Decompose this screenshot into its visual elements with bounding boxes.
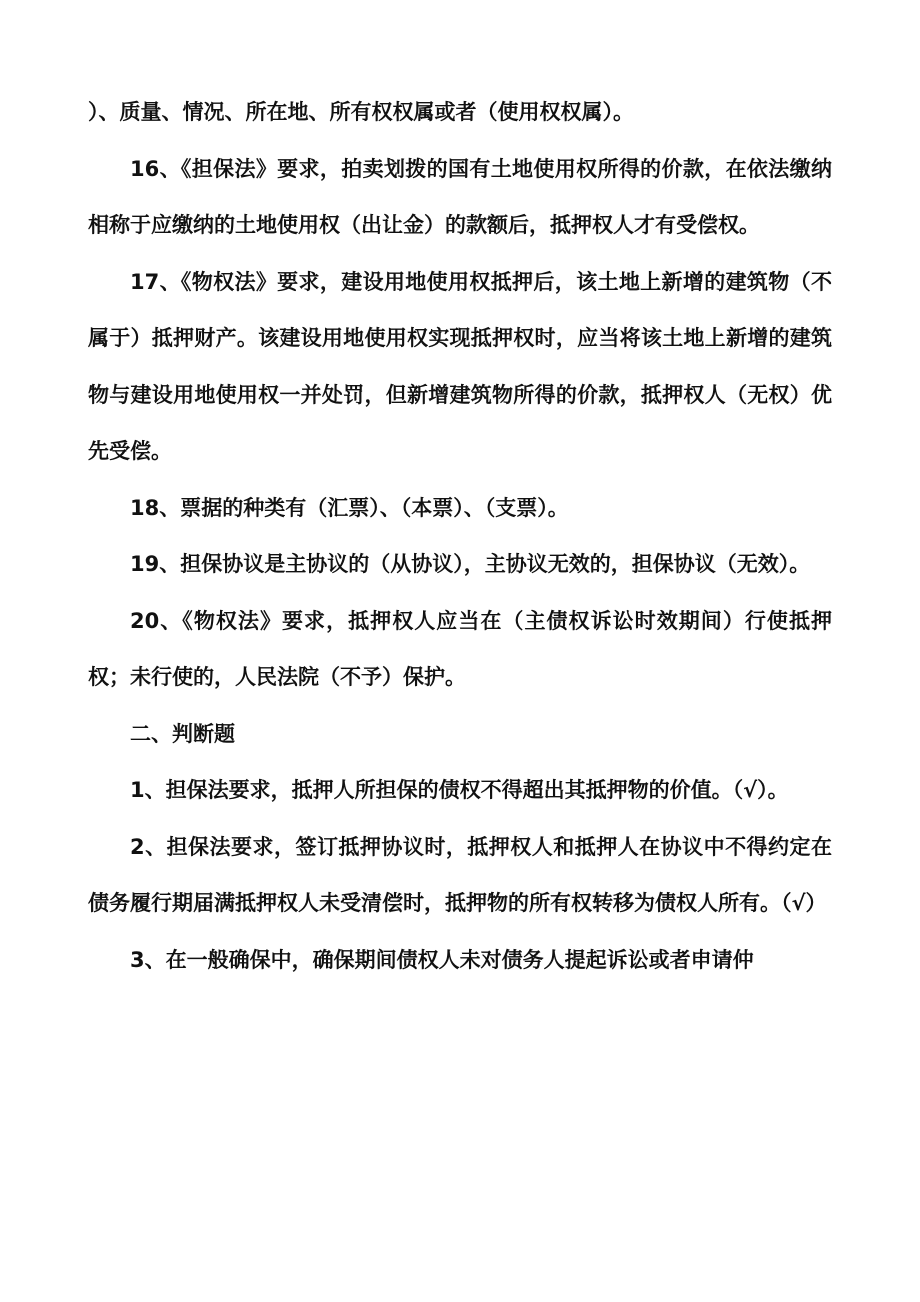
paragraph-item-16: 16、《担保法》要求，拍卖划拨的国有土地使用权所得的价款，在依法缴纳相称于应缴纳的土地使用权（出让金）的款额后，抵押权人才有受偿权。 (88, 156, 832, 237)
paragraph-item-18: 18、票据的种类有（汇票）、（本票）、（支票）。 (130, 495, 569, 520)
paragraph-item-17: 17、《物权法》要求，建设用地使用权抵押后，该土地上新增的建筑物（不属于）抵押财产。该建设用地使用权实现抵押权时，应当将该土地上新增的建筑物与建设用地使用权一并处罚，但新增建筑物所得的价款，抵押权人（无权）优先受偿。 (88, 269, 832, 463)
section-heading: 二、判断题 (130, 721, 235, 746)
paragraph-item-19: 19、担保协议是主协议的（从协议），主协议无效的，担保协议（无效）。 (130, 552, 811, 576)
document-page (88, 84, 832, 988)
paragraph-continuation: ）、质量、情况、所在地、所有权权属或者（使用权权属）。 (88, 100, 634, 124)
judgment-item-2: 2、担保法要求，签订抵押协议时，抵押权人和抵押人在协议中不得约定在债务履行期届满抵押权人未受清偿时，抵押物的所有权转移为债权人所有。（√） (88, 834, 832, 915)
judgment-item-3: 3、在一般确保中，确保期间债权人未对债务人提起诉讼或者申请仲 (130, 947, 754, 972)
paragraph-item-20: 20、《物权法》要求，抵押权人应当在（主债权诉讼时效期间）行使抵押权；未行使的，人民法院（不予）保护。 (88, 608, 832, 689)
judgment-item-1: 1、担保法要求，抵押人所担保的债权不得超出其抵押物的价值。（√）。 (130, 778, 789, 802)
